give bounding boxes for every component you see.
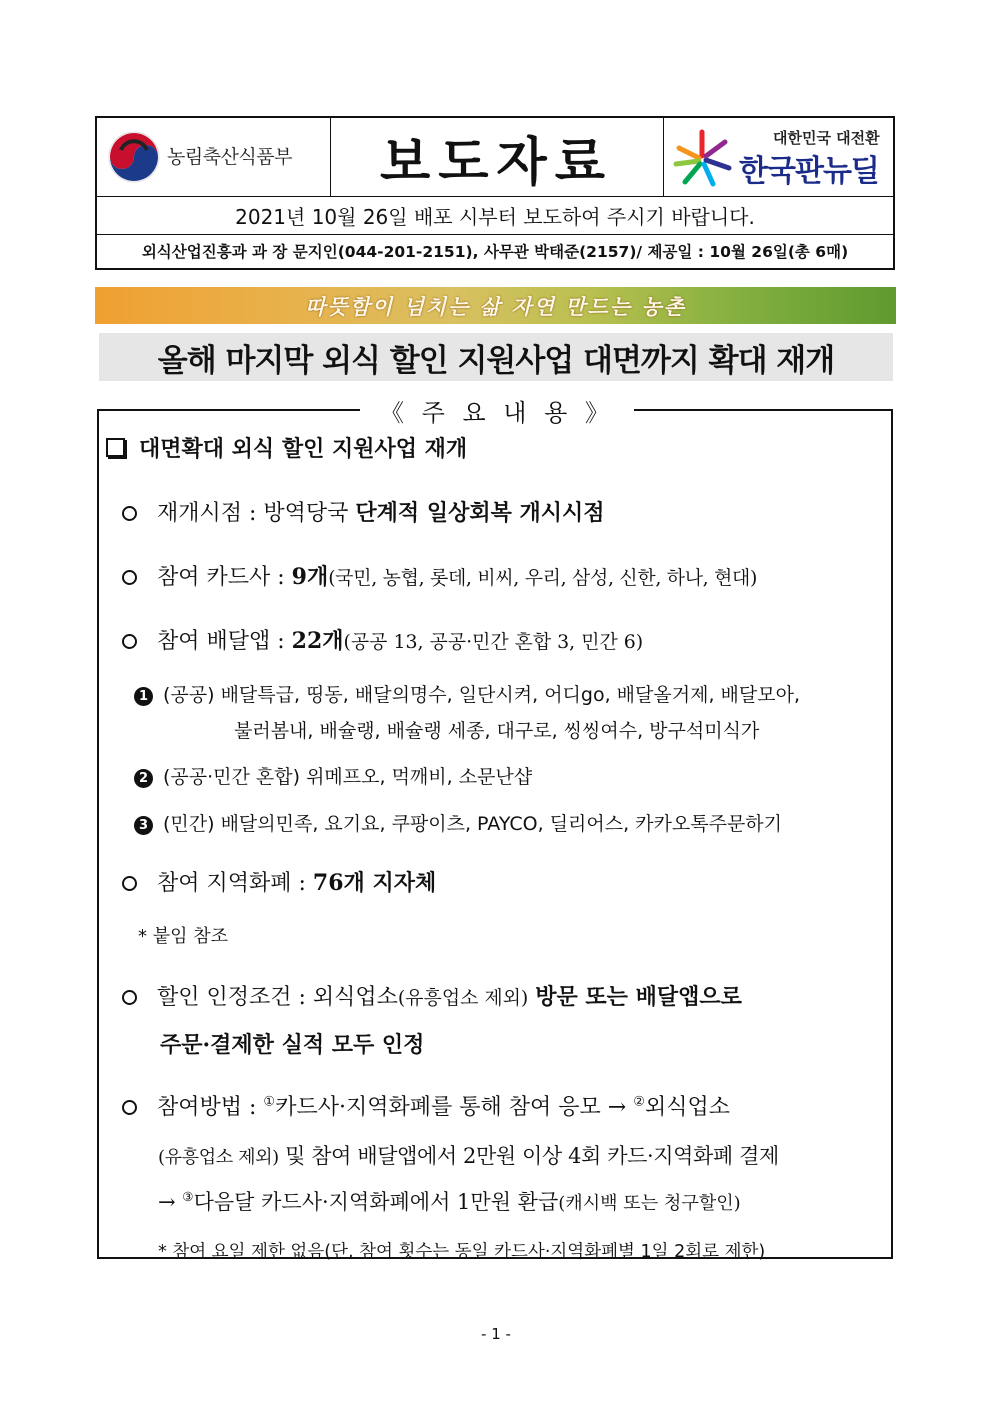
page-title: 보도자료 — [330, 118, 664, 196]
resume-value: 단계적 일상회복 개시시점 — [355, 500, 605, 526]
method-label: 참여방법 : — [157, 1095, 257, 1120]
new-deal-subtitle: 대한민국 대전환 — [773, 129, 880, 147]
section-title-text: 대면확대 외식 할인 지원사업 재개 — [139, 437, 468, 462]
ministry-name: 농림축산식품부 — [167, 146, 292, 168]
press-release-header — [95, 116, 895, 270]
method-step1: 카드사·지역화폐를 통해 참여 응모 → — [275, 1095, 627, 1120]
resume-label: 재개시점 : 방역당국 — [157, 501, 349, 526]
apps-value: 22개 — [291, 628, 344, 654]
condition-label: 할인 인정조건 : 외식업소 — [157, 985, 398, 1010]
app-group-private-text: (민간) 배달의민족, 요기요, 쿠팡이츠, PAYCO, 딜리어스, 카카오톡주문하기 — [163, 813, 783, 835]
new-deal-title: 한국판뉴딜 — [739, 154, 879, 189]
circle-bullet-icon — [122, 876, 137, 891]
app-group-private — [134, 809, 782, 836]
number-3-icon: 3 — [134, 816, 153, 835]
method-step3: 다음달 카드사·지역화폐에서 1만원 환급 — [193, 1190, 559, 1214]
box-title: 《 주 요 내 용 》 — [360, 394, 634, 426]
circle-bullet-icon — [122, 990, 137, 1005]
item-local-currency — [122, 866, 436, 897]
step3-number: ③ — [182, 1189, 194, 1204]
condition-value2: 주문·결제한 실적 모두 인정 — [160, 1032, 425, 1058]
header-top-row — [97, 118, 893, 197]
korean-new-deal-logo — [663, 118, 893, 196]
method-step3-paren: (캐시백 또는 청구할인) — [558, 1193, 741, 1214]
method-line2 — [158, 1140, 779, 1170]
section-title — [106, 432, 467, 463]
condition-value1: 방문 또는 배달앱으로 — [535, 984, 742, 1010]
number-1-icon: 1 — [134, 687, 153, 706]
ministry-logo-cell — [97, 118, 331, 196]
local-currency-value: 76개 지자체 — [312, 870, 437, 896]
step2-number: ② — [633, 1094, 646, 1110]
release-note: 2021년 10월 26일 배포 시부터 보도하여 주시기 바랍니다. — [97, 196, 893, 235]
method-step2b: (유흥업소 제외) — [158, 1147, 279, 1168]
circle-bullet-icon — [122, 570, 137, 585]
circle-bullet-icon — [122, 634, 137, 649]
cards-detail: (국민, 농협, 롯데, 비씨, 우리, 삼성, 신한, 하나, 현대) — [328, 567, 758, 589]
circle-bullet-icon — [122, 1100, 137, 1115]
method-line3 — [158, 1186, 741, 1216]
step1-number: ① — [263, 1094, 276, 1110]
new-deal-star-icon — [671, 128, 733, 188]
app-group-public — [134, 680, 800, 707]
apps-label: 참여 배달앱 : — [157, 629, 285, 654]
page-number: - 1 - — [481, 1325, 511, 1343]
contact-info: 외식산업진흥과 과 장 문지인(044-201-2151), 사무관 박태준(2157)/ 제공일 : 10월 26일(총 6매) — [141, 243, 849, 261]
item-resume — [122, 496, 605, 527]
slogan-text: 따뜻함이 넘치는 삶 자연 만드는 농촌 — [305, 293, 686, 319]
condition-paren: (유흥업소 제외) — [397, 987, 529, 1009]
method-step2c: 및 참여 배달앱에서 2만원 이상 4회 카드·지역화폐 결제 — [285, 1144, 779, 1168]
method-step2a: 외식업소 — [645, 1095, 731, 1120]
headline: 올해 마지막 외식 할인 지원사업 대면까지 확대 재개 — [99, 333, 893, 381]
square-bullet-icon — [106, 438, 125, 457]
taegeuk-logo-icon — [107, 130, 161, 184]
method-note: * 참여 요일 제한 없음(단, 참여 횟수는 동일 카드사·지역화폐별 1일 2회로 제한) — [158, 1242, 766, 1262]
item-condition — [122, 980, 742, 1011]
cards-value: 9개 — [291, 564, 329, 590]
app-group-public-line2: 불러봄내, 배슐랭, 배슐랭 세종, 대구로, 씽씽여수, 방구석미식가 — [234, 720, 760, 742]
app-group-mixed-text: (공공·민간 혼합) 위메프오, 먹깨비, 소문난샵 — [163, 766, 533, 788]
item-method — [122, 1090, 730, 1121]
app-group-mixed — [134, 762, 532, 789]
arrow-icon: → — [158, 1190, 176, 1214]
item-apps — [122, 624, 643, 655]
item-cards — [122, 560, 757, 591]
app-group-public-line1: (공공) 배달특급, 띵동, 배달의명수, 일단시켜, 어디go, 배달올거제, 배달모아, — [163, 684, 800, 706]
local-currency-label: 참여 지역화폐 : — [157, 871, 306, 896]
slogan-banner — [95, 287, 896, 324]
appendix-note: * 붙임 참조 — [138, 926, 228, 947]
number-2-icon: 2 — [134, 769, 153, 788]
cards-label: 참여 카드사 : — [157, 565, 285, 590]
circle-bullet-icon — [122, 506, 137, 521]
apps-detail: (공공 13, 공공·민간 혼합 3, 민간 6) — [343, 631, 644, 653]
